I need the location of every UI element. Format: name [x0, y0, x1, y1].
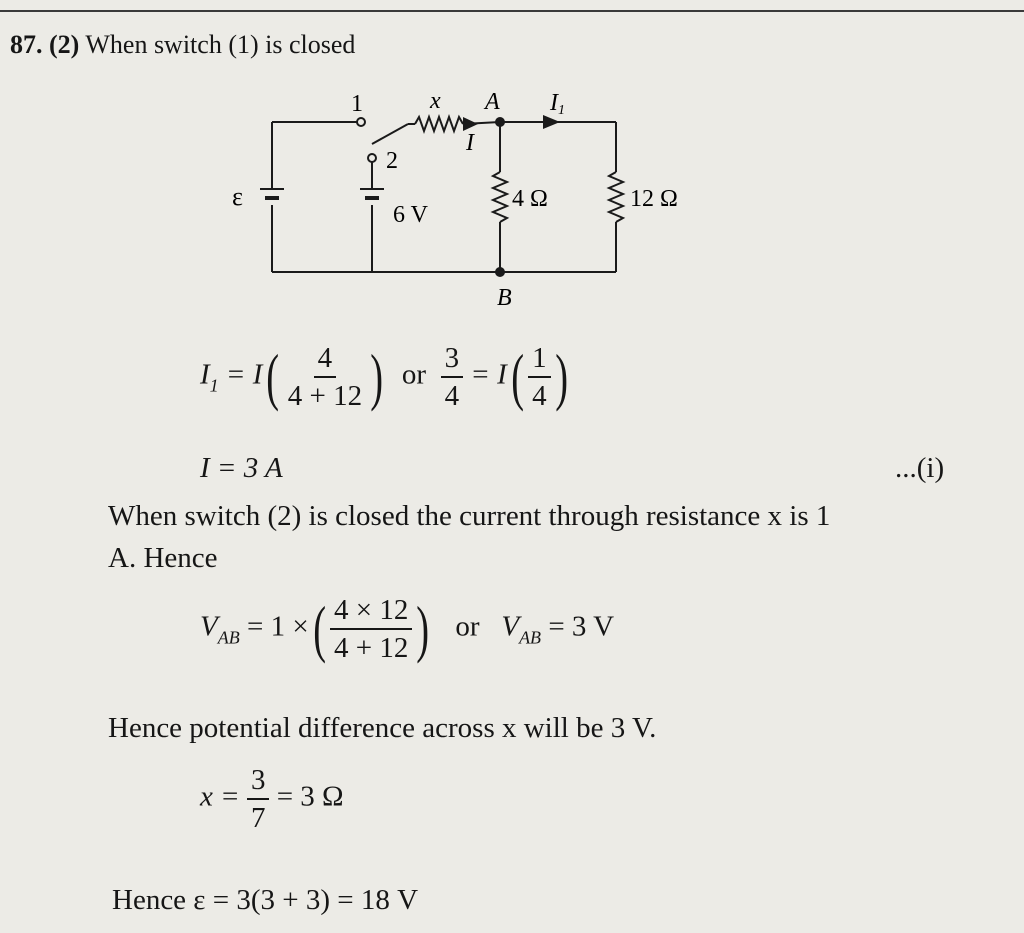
fraction: [528, 340, 551, 414]
eq4-lhs: x =: [200, 780, 240, 813]
paragraph-potential-difference: Hence potential difference across x will be 3 V.: [108, 712, 657, 744]
eq3-lhs-sub: AB: [217, 627, 240, 648]
circuit-diagram: [220, 85, 700, 310]
fraction-numerator: 3: [441, 340, 464, 378]
fraction-denominator: 7: [250, 802, 266, 834]
fraction-denominator: 4: [532, 380, 547, 412]
eq1-eq-i2: = I: [470, 358, 507, 391]
switch2-label: 2: [386, 148, 398, 174]
final-emf-result: Hence ε = 3(3 + 3) = 18 V: [112, 884, 419, 916]
heading-text: When switch (1) is closed: [85, 30, 356, 59]
resistor-x-label: x: [430, 88, 441, 114]
fraction-numerator: 4: [314, 340, 337, 378]
switch1-label: 1: [351, 91, 363, 117]
eq3-rhs-sub: AB: [519, 627, 542, 648]
eq3-rhs-val: = 3 V: [548, 610, 615, 643]
equation-current-divider: [200, 340, 572, 414]
eq3-or: or: [455, 610, 480, 643]
right-paren: ): [554, 341, 568, 412]
question-number: 87.: [10, 30, 43, 59]
fraction: [441, 340, 464, 414]
equation-current-result: I = 3 A: [200, 452, 283, 484]
fraction: [284, 340, 366, 414]
paragraph-switch2-line2: A. Hence: [108, 542, 218, 574]
paragraph-switch2-line1: When switch (2) is closed the current through resistance x is 1: [108, 500, 831, 532]
top-divider: [0, 10, 1024, 12]
eq1-eq-i: = I: [225, 358, 263, 391]
equation-x: [200, 762, 344, 836]
fraction-numerator: 1: [528, 340, 551, 378]
fraction-denominator: 4 + 12: [334, 632, 409, 664]
right-paren: ): [370, 341, 384, 412]
fraction-numerator: 3: [247, 762, 270, 800]
node-a-label: A: [485, 89, 500, 115]
fraction-numerator: 4 × 12: [330, 592, 412, 630]
left-paren: (: [266, 341, 280, 412]
fraction-denominator: 4 + 12: [287, 380, 363, 412]
eq1-lhs-sub: 1: [209, 375, 219, 396]
eq3-lhs: V: [200, 610, 218, 643]
resistor-12ohm-label: 12 Ω: [630, 186, 678, 212]
eq4-rhs: = 3 Ω: [276, 780, 344, 813]
resistor-4ohm-label: 4 Ω: [512, 186, 548, 212]
fraction: [247, 762, 270, 836]
fraction: [330, 592, 412, 666]
current-i1-label: I1: [550, 90, 565, 118]
question-heading: [10, 30, 355, 60]
emf-label: ε: [232, 182, 243, 211]
battery-6v-label: 6 V: [393, 202, 428, 228]
node-b-label: B: [497, 285, 512, 310]
current-i-label: I: [466, 130, 474, 156]
right-paren: ): [416, 593, 430, 664]
eq3-rhs: V: [501, 610, 520, 643]
eq1-lhs: I: [200, 358, 210, 391]
equation-vab: [200, 592, 614, 666]
equation-tag: ...(i): [895, 452, 945, 484]
left-paren: (: [511, 341, 524, 412]
left-paren: (: [312, 593, 326, 664]
fraction-denominator: 4: [444, 380, 460, 412]
eq1-or: or: [401, 358, 427, 391]
answer-option: (2): [49, 30, 80, 59]
eq3-eq: = 1 ×: [246, 610, 309, 643]
